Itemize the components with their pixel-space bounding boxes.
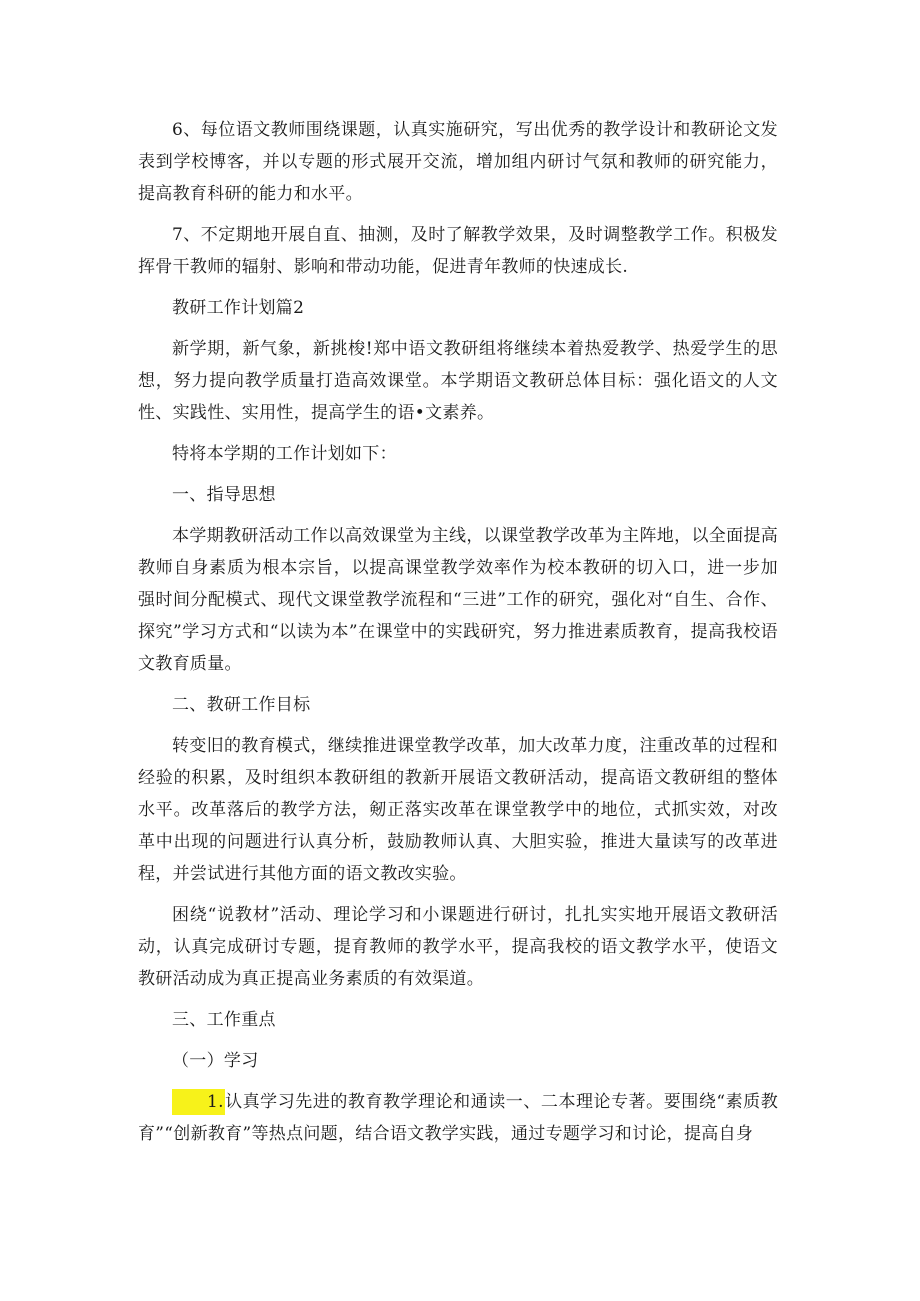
paragraph-plan-lead: 特将本学期的工作计划如下： xyxy=(172,444,397,464)
study-item-text: 认真学习先进的教育教学理论和通读一、二本理论专著。要围绕“素质教育”“创新教育”等热点问题，结合语文教学实践，通过专题学习和讨论，提高自身 xyxy=(138,1092,778,1144)
paragraph-intro: 新学期，新气象，新挑梭!郑中语文教研组将继续本着热爱教学、热爱学生的思想，努力提向教学质量打造高效课堂。本学期语文教研总体目标：强化语文的人文性、实践性、实用性，提高学生的语•文素养。 xyxy=(138,339,778,423)
heading-guiding-thought: 一、指导思想 xyxy=(172,485,276,505)
subheading-study: （一）学习 xyxy=(172,1051,259,1071)
paragraph-goals-1: 转变旧的教育模式，继续推进课堂教学改革，加大改革力度，注重改革的过程和经验的积累，及时组织本教研组的教新开展语文教研活动，提高语文教研组的整体水平。改革落后的教学方法，剱正落实改革在课堂教学中的地位，式抓实效，对改革中出现的问题进行认真分析，鼓励教师认真、大胆实验，推进大量读写的改革进程，并尝试进行其他方面的语文教改实验。 xyxy=(138,736,778,884)
paragraph-item-7: 7、不定期地开展自直、抽测，及时了解教学效果，及时调整教学工作。积极发挥骨干教师的辐射、影响和带动功能，促进青年教师的快速成长. xyxy=(138,225,778,277)
section-title: 教研工作计划篇2 xyxy=(172,298,305,318)
highlighted-number: 1. xyxy=(172,1089,225,1115)
paragraph-study-item-1 xyxy=(138,1086,778,1150)
paragraph-guiding-thought: 本学期教研活动工作以高效课堂为主线，以课堂教学改革为主阵地，以全面提高教师自身素质为根本宗旨，以提高课堂教学效率作为校本教研的切入口，进一步加强时间分配模式、现代文课堂教学流程和“三进”工作的研究，强化对“自生、合作、探究”学习方式和“以读为本”在课堂中的实践研究，努力推进素质教育，提高我校语文教育质量。 xyxy=(138,526,778,674)
paragraph-item-6: 6、每位语文教师围绕课题，认真实施研究，写出优秀的教学设计和教研论文发表到学校博客，并以专题的形式展开交流，增加组内研讨气氛和教师的研究能力，提高教育科研的能力和水平。 xyxy=(138,120,778,204)
document-body xyxy=(138,114,778,1150)
paragraph-goals-2: 困绕“说教材”活动、理论学习和小课题进行研讨，扎扎实实地开展语文教研活动，认真完成研讨专题，提育教师的教学水平，提高我校的语文教学水平，使语文教研活动成为真正提高业务素质的有效渠道。 xyxy=(138,905,778,989)
heading-goals: 二、教研工作目标 xyxy=(172,695,311,715)
heading-focus: 三、工作重点 xyxy=(172,1010,276,1030)
